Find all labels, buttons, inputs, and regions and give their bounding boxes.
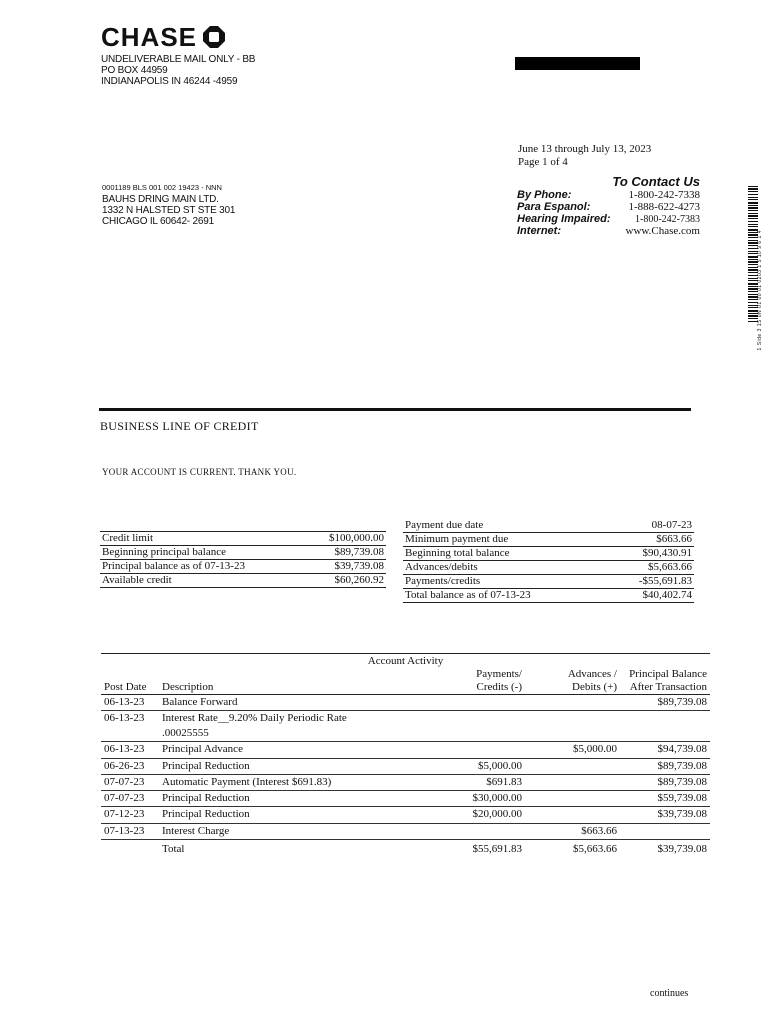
row-date: 07-12-23 [101,807,159,823]
barcode-bar [748,205,758,206]
barcode-bar [748,188,758,190]
summary-label: Advances/debits [405,561,478,573]
summary-row [403,519,694,533]
section-divider [99,408,691,411]
credit-summary-table [100,531,386,588]
summary-value: 08-07-23 [651,519,692,531]
section-title: BUSINESS LINE OF CREDIT [100,419,259,433]
row-date: 07-07-23 [101,774,159,790]
mailing-code: 0001189 BLS 001 002 19423 - NNN [102,183,222,192]
row-description: Interest Charge [159,823,427,839]
col-advances-line1: Advances / [567,668,617,680]
contact-label: Para Espanol: [517,201,591,213]
redacted-block [515,57,640,70]
row-principal: $94,739.08 [620,742,710,758]
activity-row [101,823,710,839]
summary-label: Beginning total balance [405,547,510,559]
row-payments: $20,000.00 [427,807,525,823]
summary-label: Payments/credits [405,575,481,587]
summary-row [403,561,694,575]
barcode-bar [748,202,758,204]
activity-row [101,774,710,790]
recipient-name: BAUHS DRING MAIN LTD. [102,194,219,205]
row-principal [620,823,710,839]
total-label: Total [162,843,185,856]
row-principal: $89,739.08 [620,758,710,774]
row-date: 07-13-23 [101,823,159,839]
col-advances-line2: Debits (+) [572,681,617,693]
contact-title: To Contact Us [612,174,700,189]
activity-row [101,711,710,742]
return-address [101,54,255,87]
summary-row [100,532,386,546]
summary-value: $39,739.08 [334,560,384,572]
statement-dates: June 13 through July 13, 2023 [518,143,652,155]
activity-header-row [101,668,710,695]
total-spacer [101,840,159,857]
row-advances [525,774,620,790]
summary-label: Available credit [102,574,172,586]
row-advances: $663.66 [525,823,620,839]
return-address-line3: INDIANAPOLIS IN 46244 -4959 [101,76,238,87]
col-principal-line1: Principal Balance [629,668,707,680]
contact-row-phone [517,189,700,201]
summary-label: Principal balance as of 07-13-23 [102,560,245,572]
col-description: Description [162,681,214,693]
row-date: 06-13-23 [101,742,159,758]
summary-value: $100,000.00 [329,532,384,544]
col-principal [620,668,710,695]
summary-row [403,547,694,561]
row-payments [427,823,525,839]
summary-row [403,589,694,603]
row-principal: $59,739.08 [620,791,710,807]
row-description: Principal Advance [159,742,427,758]
summary-value: -$55,691.83 [638,575,692,587]
row-description: Principal Reduction [159,758,427,774]
row-payments [427,742,525,758]
col-payments-line2: Credits (-) [476,681,522,693]
row-payments: $30,000.00 [427,791,525,807]
return-address-line1: UNDELIVERABLE MAIL ONLY - BB [101,54,256,65]
summary-row [100,574,386,588]
statement-period [518,143,651,169]
col-payments [427,668,525,695]
return-address-line2: PO BOX 44959 [101,65,168,76]
row-date: 07-07-23 [101,791,159,807]
summary-value: $60,260.92 [334,574,384,586]
row-principal: $89,739.08 [620,774,710,790]
barcode-bar [748,213,758,214]
col-principal-line2: After Transaction [629,681,707,693]
contact-value: 1-800-242-7338 [628,189,700,201]
row-date: 06-13-23 [101,695,159,711]
col-post-date: Post Date [104,681,147,693]
barcode-text: 1 Side 3 1S 0N 01 00 01 0203 1 5 10 9 6 1 4 [757,230,763,351]
page-number: Page 1 of 4 [518,156,568,168]
activity-total-row [101,840,710,857]
barcode-bar [748,221,758,222]
row-description: Principal Reduction [159,807,427,823]
contact-label: Internet: [517,225,561,237]
barcode-bar [748,210,758,211]
barcode-bar [748,186,758,187]
summary-label: Total balance as of 07-13-23 [405,589,531,601]
row-payments [427,695,525,711]
logo-text: CHASE [101,22,198,52]
summary-value: $5,663.66 [648,561,692,573]
account-activity-table [101,653,710,856]
contact-value: 1-800-242-7383 [635,214,700,225]
row-payments [427,711,525,742]
row-payments: $5,000.00 [427,758,525,774]
barcode-bar [748,199,758,200]
summary-row [100,560,386,574]
barcode-bar [748,191,758,192]
recipient-city: CHICAGO IL 60642- 2691 [102,216,214,227]
row-advances [525,807,620,823]
summary-value: $90,430.91 [642,547,692,559]
barcode-bar [748,197,758,198]
account-status: YOUR ACCOUNT IS CURRENT. THANK YOU. [102,467,297,477]
row-description: Balance Forward [159,695,427,711]
activity-row [101,807,710,823]
barcode-bar [748,207,758,209]
summary-label: Credit limit [102,532,154,544]
row-principal: $39,739.08 [620,807,710,823]
chase-octagon-icon [203,26,225,48]
activity-row [101,791,710,807]
summary-label: Payment due date [405,519,484,531]
summary-label: Minimum payment due [405,533,509,545]
row-date: 06-26-23 [101,758,159,774]
total-payments: $55,691.83 [472,843,522,856]
row-advances [525,695,620,711]
summary-value: $663.66 [656,533,692,545]
total-principal: $39,739.08 [657,843,707,856]
summary-row [403,575,694,589]
total-advances: $5,663.66 [573,843,617,856]
contact-label: Hearing Impaired: [517,213,611,225]
contact-box [517,174,700,237]
summary-row [100,546,386,560]
contact-row-internet [517,225,700,237]
summary-row [403,533,694,547]
continues-note: continues [650,988,689,999]
chase-logo [101,24,225,50]
row-advances: $5,000.00 [525,742,620,758]
activity-row [101,742,710,758]
summary-label: Beginning principal balance [102,546,227,558]
barcode-bar [748,226,758,227]
row-payments: $691.83 [427,774,525,790]
row-principal: $89,739.08 [620,695,710,711]
row-description: Interest Rate__9.20% Daily Periodic Rate .00025555 [159,711,427,742]
row-principal [620,711,710,742]
activity-row [101,758,710,774]
col-advances [525,668,620,695]
activity-title: Account Activity [367,655,444,667]
contact-value: www.Chase.com [625,225,700,237]
row-advances [525,758,620,774]
barcode-bar [748,218,758,219]
contact-row-espanol [517,201,700,213]
col-payments-line1: Payments/ [476,668,522,680]
barcode-bar [748,215,758,217]
row-advances [525,711,620,742]
contact-value: 1-888-622-4273 [628,201,700,213]
recipient-street: 1332 N HALSTED ST STE 301 [102,205,236,216]
payment-summary-table [403,519,694,603]
contact-row-hearing [517,213,700,225]
row-description: Automatic Payment (Interest $691.83) [159,774,427,790]
row-description: Principal Reduction [159,791,427,807]
summary-value: $89,739.08 [334,546,384,558]
contact-label: By Phone: [517,189,572,201]
activity-row [101,695,710,711]
row-advances [525,791,620,807]
summary-value: $40,402.74 [642,589,692,601]
barcode-bar [748,224,758,225]
recipient-address [102,194,235,227]
barcode-bar [748,194,758,195]
row-date: 06-13-23 [101,711,159,742]
